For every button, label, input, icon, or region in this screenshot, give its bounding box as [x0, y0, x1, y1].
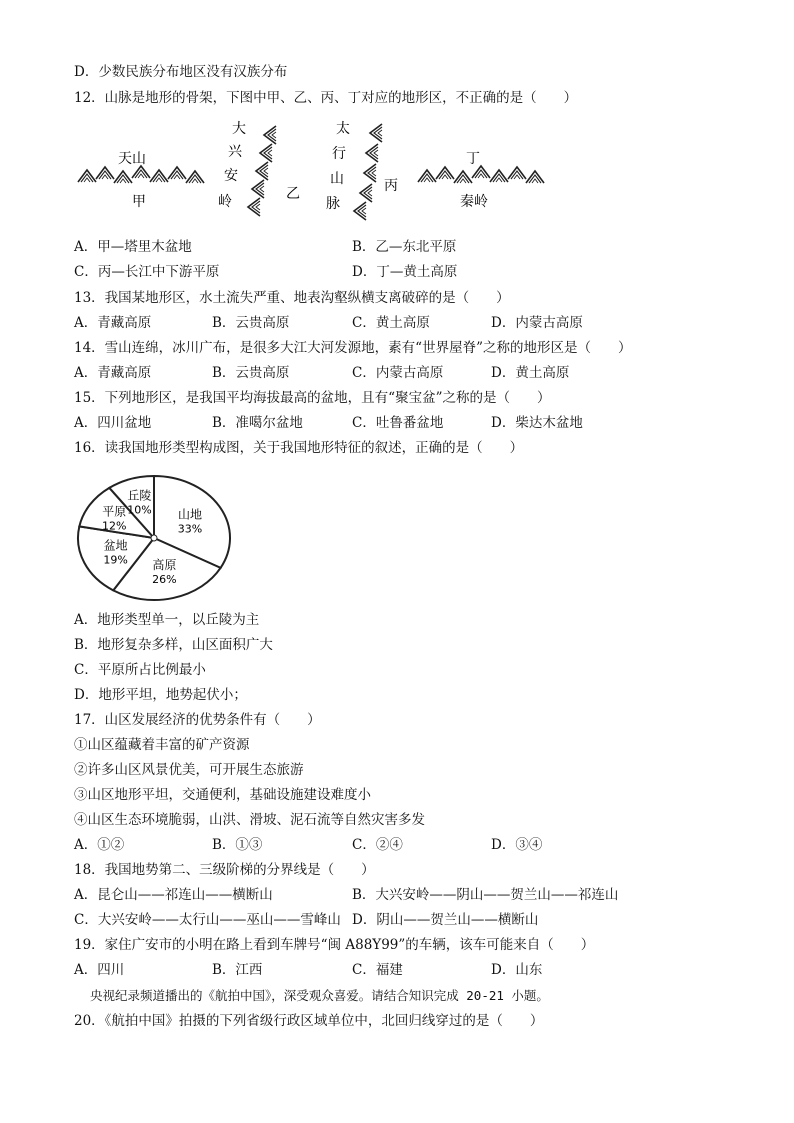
q15-option-d: D．柴达木盆地	[491, 415, 583, 431]
q15-option-a: A．四川盆地	[74, 415, 152, 431]
q12-option-d: D．丁—黄土高原	[352, 264, 458, 280]
q18-option-c: C．大兴安岭——太行山——巫山——雪峰山	[74, 912, 341, 928]
taihangshan-range	[354, 124, 382, 220]
q19-option-c: C．福建	[352, 962, 403, 978]
taihangshan-label-1: 太	[336, 121, 350, 137]
q12-stem: 12．山脉是地形的骨架，下图中甲、乙、丙、丁对应的地形区，不正确的是（ ）	[74, 90, 578, 106]
q19-stem: 19．家住广安市的小明在路上看到车牌号“闽 A88Y99”的车辆，该车可能来自（ ）	[74, 937, 595, 953]
q18-option-a: A．昆仑山——祁连山——横断山	[74, 887, 273, 903]
ding-label: 丁	[466, 151, 480, 167]
q12-option-a: A．甲—塔里木盆地	[74, 239, 192, 255]
q17-option-d: D．③④	[491, 837, 543, 853]
q13-option-d: D．内蒙古高原	[491, 315, 583, 331]
q13-stem: 13．我国某地形区，水土流失严重、地表沟壑纵横支离破碎的是（ ）	[74, 290, 510, 306]
bing-label: 丙	[384, 178, 398, 194]
q11-option-d: D．少数民族分布地区没有汉族分布	[74, 64, 288, 80]
pie-category-label-2: 高原	[152, 558, 177, 573]
q17-statement-2: ②许多山区风景优美，可开展生态旅游	[74, 762, 304, 778]
q18-option-b: B．大兴安岭——阴山——贺兰山——祁连山	[352, 887, 619, 903]
pie-value-label-3: 19%	[103, 553, 128, 567]
pie-center-dot	[151, 535, 157, 541]
q17-statement-3: ③山区地形平坦，交通便利，基础设施建设难度小	[74, 787, 371, 803]
q18-option-d: D．阴山——贺兰山——横断山	[352, 912, 539, 928]
q14-option-d: D．黄土高原	[491, 365, 570, 381]
q16-stem: 16．读我国地形类型构成图，关于我国地形特征的叙述，正确的是（ ）	[74, 440, 524, 456]
q17-stem: 17．山区发展经济的优势条件有（ ）	[74, 712, 321, 728]
daxinganling-label-4: 岭	[218, 194, 232, 210]
pie-category-label-5: 丘陵	[127, 488, 152, 503]
q13-option-a: A．青藏高原	[74, 315, 152, 331]
mountain-ranges-figure	[74, 118, 554, 226]
q15-option-b: B．准噶尔盆地	[212, 415, 303, 431]
q14-option-a: A．青藏高原	[74, 365, 152, 381]
qinling-label: 秦岭	[460, 194, 488, 210]
daxinganling-label-1: 大	[232, 121, 246, 137]
q16-option-c: C．平原所占比例最小	[74, 662, 206, 678]
taihangshan-label-3: 山	[330, 171, 344, 187]
pie-value-label-4: 12%	[101, 519, 127, 533]
yi-label: 乙	[286, 186, 300, 202]
q17-option-b: B．①③	[212, 837, 263, 853]
q17-option-a: A．①②	[74, 837, 125, 853]
taihangshan-label-4: 脉	[326, 196, 340, 212]
q12-option-c: C．丙—长江中下游平原	[74, 264, 220, 280]
q17-option-c: C．②④	[352, 837, 403, 853]
q15-option-c: C．吐鲁番盆地	[352, 415, 444, 431]
q15-stem: 15．下列地形区，是我国平均海拔最高的盆地，且有“聚宝盆”之称的是（ ）	[74, 390, 551, 406]
pie-category-label-4: 平原	[102, 504, 127, 519]
q20-21-intro: 央视纪录频道播出的《航拍中国》，深受观众喜爱。请结合知识完成 20-21 小题。	[90, 988, 549, 1003]
pie-category-label-3: 盆地	[103, 538, 128, 553]
q16-option-b: B．地形复杂多样，山区面积广大	[74, 637, 273, 653]
q13-option-b: B．云贵高原	[212, 315, 290, 331]
daxinganling-label-2: 兴	[228, 144, 242, 160]
q19-option-d: D．山东	[491, 962, 543, 978]
q16-option-a: A．地形类型单一，以丘陵为主	[74, 612, 260, 628]
q13-option-c: C．黄土高原	[352, 315, 430, 331]
q14-option-b: B．云贵高原	[212, 365, 290, 381]
pie-category-label-1: 山地	[177, 507, 202, 522]
q20-stem: 20．《航拍中国》拍摄的下列省级行政区域单位中，北回归线穿过的是（ ）	[74, 1013, 544, 1029]
q17-statement-1: ①山区蕴藏着丰富的矿产资源	[74, 737, 250, 753]
q16-option-d: D．地形平坦，地势起伏小；	[74, 687, 247, 703]
pie-value-label-1: 33%	[177, 522, 203, 536]
qinling-range	[418, 166, 544, 183]
tianshan-range	[78, 166, 204, 183]
terrain-pie-chart	[74, 472, 244, 604]
taihangshan-label-2: 行	[332, 146, 346, 162]
jia-label: 甲	[132, 194, 146, 210]
q17-statement-4: ④山区生态环境脆弱，山洪、滑坡、泥石流等自然灾害多发	[74, 812, 425, 828]
q19-option-b: B．江西	[212, 962, 263, 978]
pie-value-label-2: 26%	[152, 573, 177, 587]
pie-value-label-5: 10%	[127, 503, 152, 517]
tianshan-label: 天山	[118, 151, 146, 167]
q12-option-b: B．乙—东北平原	[352, 239, 457, 255]
daxinganling-label-3: 安	[224, 168, 238, 184]
daxinganling-range	[248, 126, 276, 216]
q14-stem: 14．雪山连绵，冰川广布，是很多大江大河发源地，素有“世界屋脊”之称的地形区是（ ）	[74, 340, 632, 356]
q19-option-a: A．四川	[74, 962, 125, 978]
q18-stem: 18．我国地势第二、三级阶梯的分界线是（ ）	[74, 862, 375, 878]
q14-option-c: C．内蒙古高原	[352, 365, 444, 381]
